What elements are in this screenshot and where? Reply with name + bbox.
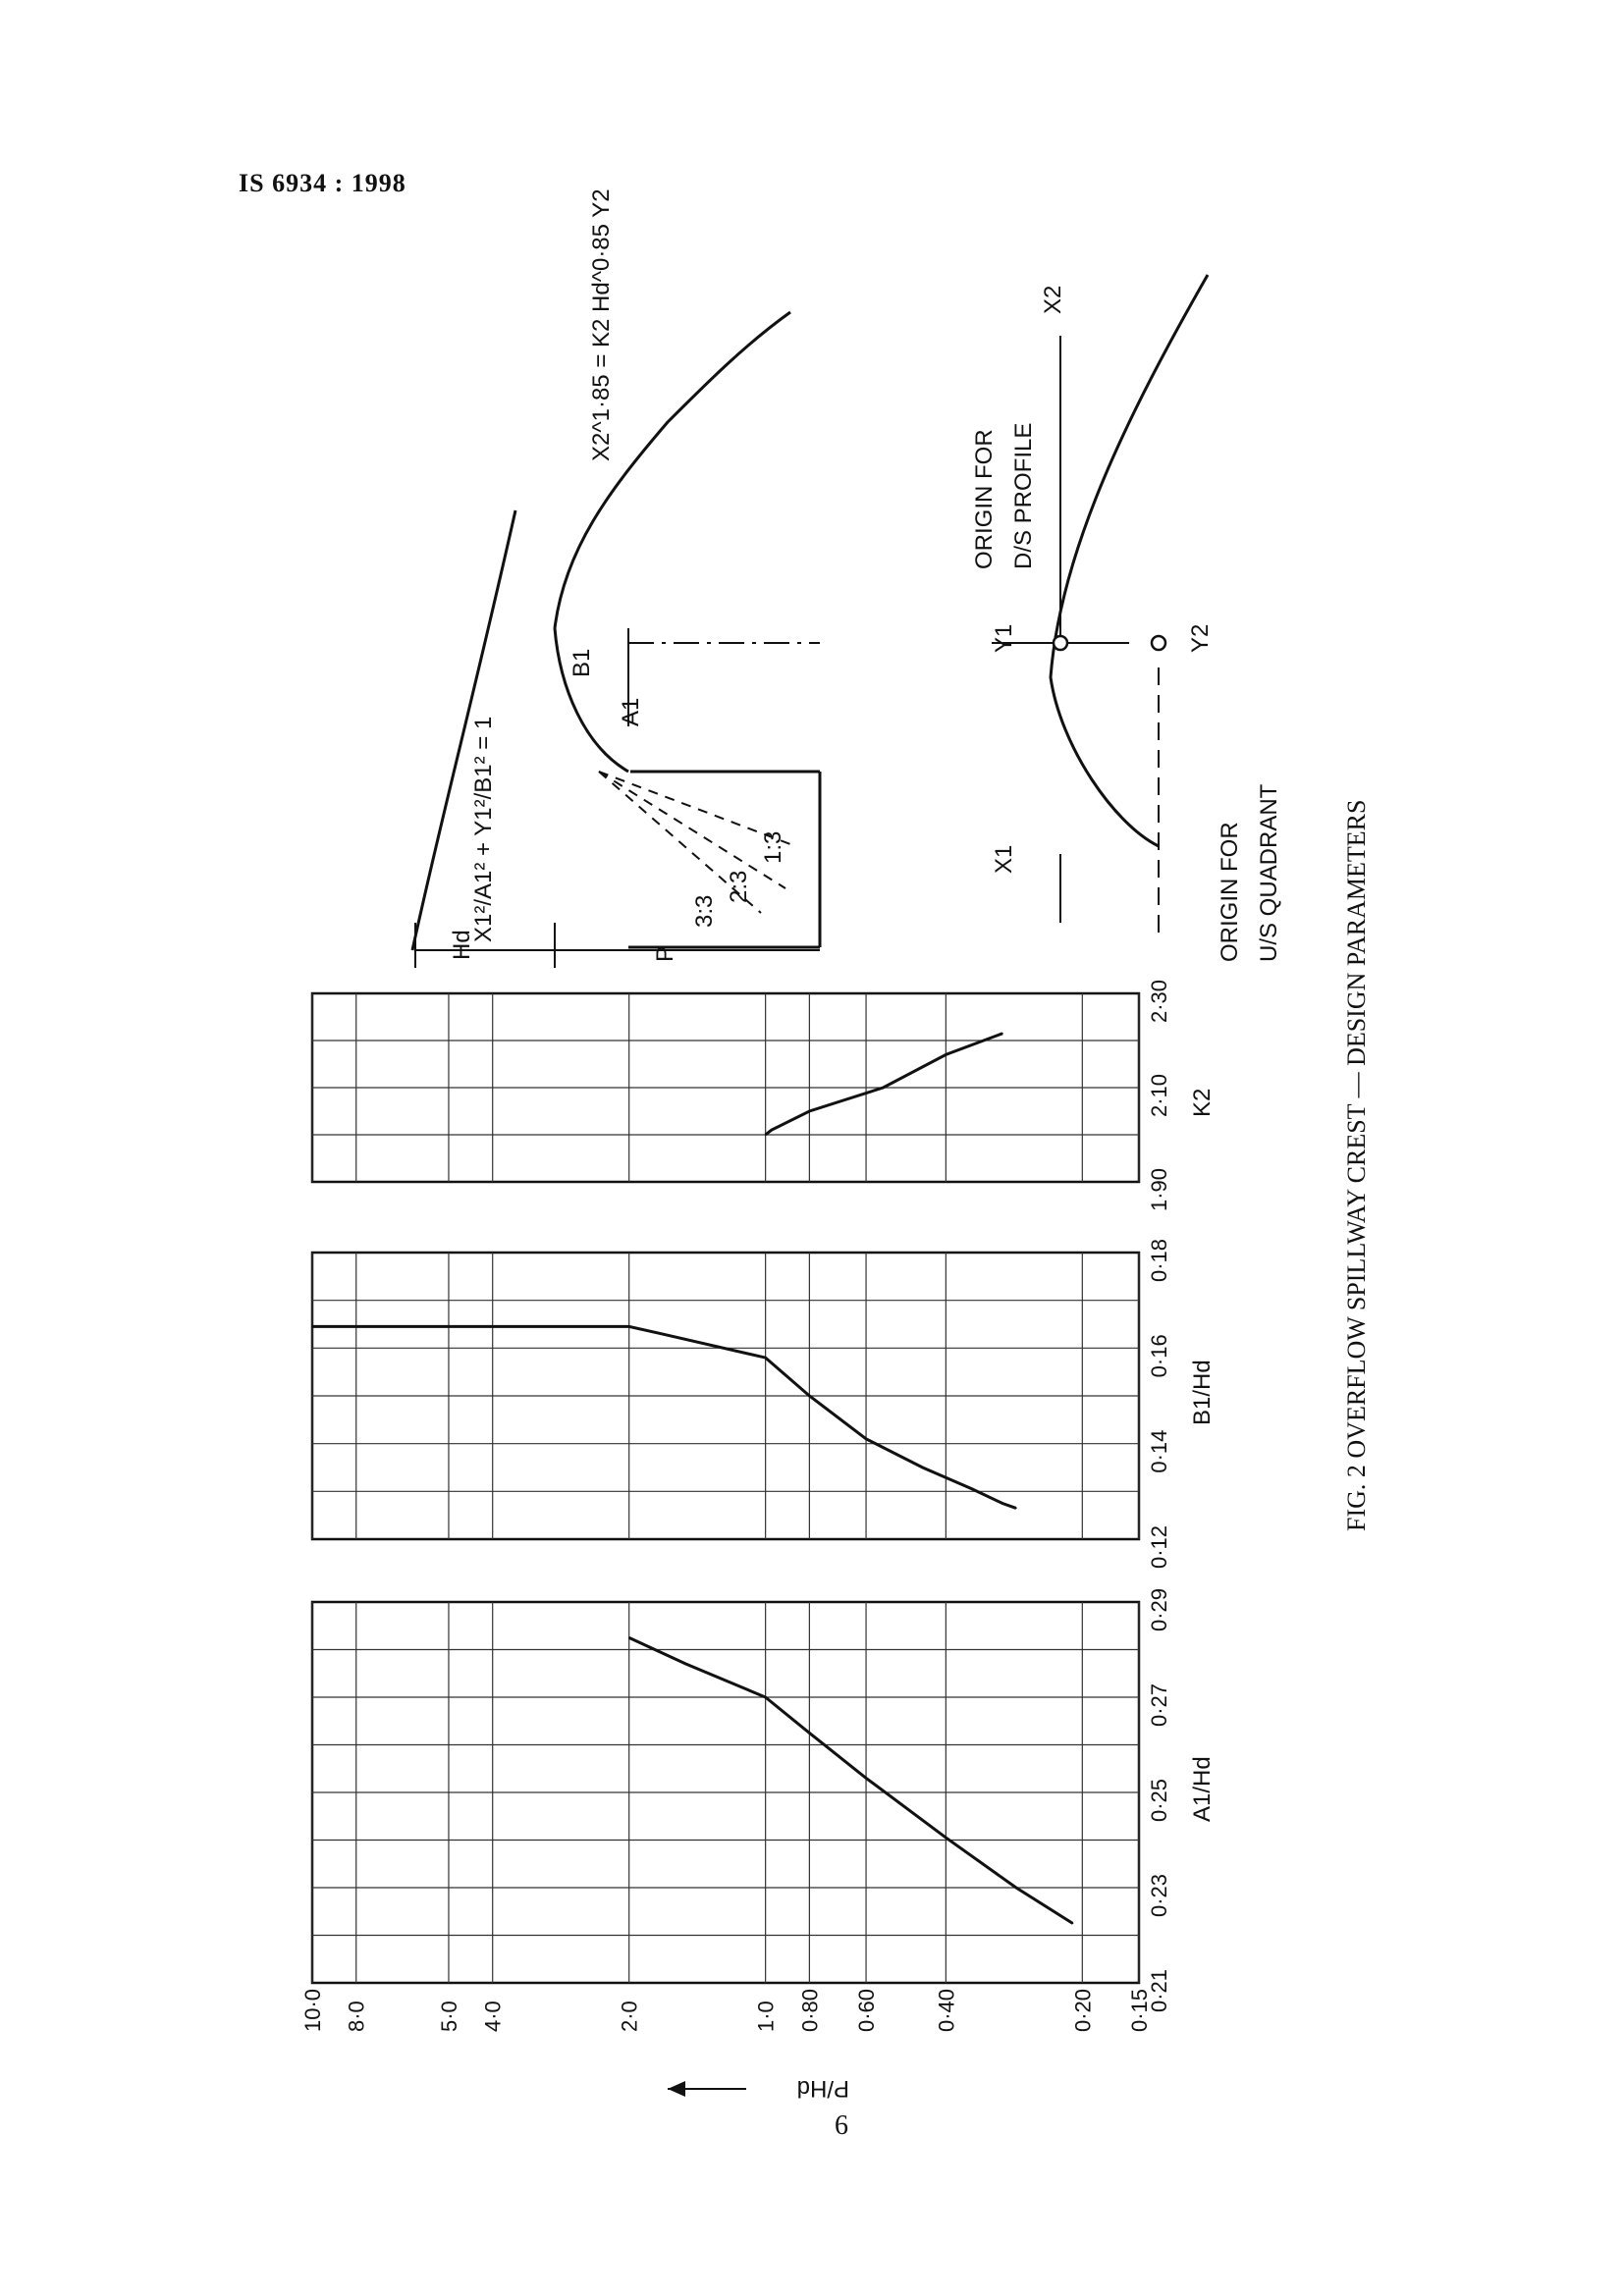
a1-xtick-3: 0·27: [1147, 1682, 1171, 1727]
p-hd-tick-5: 1·0: [753, 2001, 779, 2032]
k2-point-2: [809, 1110, 811, 1112]
a1-xtick-0: 0·21: [1147, 1968, 1171, 2012]
a1-xtick-1: 0·23: [1147, 1873, 1171, 1917]
k2-point-4: [946, 1054, 947, 1056]
slope-label-1: 1:3: [760, 830, 786, 864]
p-hd-tick-9: 0·20: [1070, 1988, 1096, 2032]
k2-point-1: [771, 1129, 773, 1131]
slope-label-2: 2:3: [726, 870, 752, 903]
b1-series-line-0: [312, 1326, 1016, 1508]
chart-k2-xlabel: K2: [1189, 1088, 1216, 1117]
water-surface-curve: [412, 510, 515, 950]
a1-point-3: [809, 1733, 811, 1735]
x1-label: X1: [991, 844, 1017, 874]
slope-line-2: [599, 772, 785, 888]
p-hd-tick-4: 2·0: [617, 2001, 642, 2032]
page-number: 6: [835, 2110, 848, 2141]
k2-point-3: [883, 1087, 885, 1089]
b1-xtick-0: 0·12: [1147, 1524, 1171, 1569]
b1-xtick-3: 0·18: [1147, 1238, 1171, 1282]
y2-label: Y2: [1187, 623, 1214, 653]
p-hd-axis-ticks: [300, 1989, 1152, 2032]
a1-xtick-4: 0·29: [1147, 1587, 1171, 1631]
b1-point-5: [809, 1395, 811, 1397]
k2-point-5: [1001, 1033, 1003, 1035]
k2-xtick-2: 2·30: [1147, 979, 1171, 1023]
a1-point-7: [1072, 1923, 1074, 1925]
a1-point-6: [1015, 1887, 1017, 1889]
origin-us-label-2: U/S QUADRANT: [1256, 783, 1282, 962]
a1-label: A1: [618, 697, 644, 726]
a1-point-0: [628, 1637, 630, 1639]
p-hd-axis-label: [668, 2075, 849, 2102]
slope-label-3: 3:3: [691, 894, 718, 928]
a1-point-1: [685, 1663, 687, 1665]
chart-b1: [311, 1239, 1216, 1569]
p-hd-label: P/Hd: [796, 2075, 849, 2102]
k2-xtick-0: 1·90: [1147, 1167, 1171, 1211]
p-hd-tick-2: 5·0: [436, 2001, 461, 2032]
y1-label: Y1: [991, 623, 1017, 653]
a1-point-4: [865, 1778, 867, 1780]
origin-ds-label-2: D/S PROFILE: [1010, 422, 1037, 569]
b1-point-0: [311, 1326, 313, 1328]
ellipse-equation: X1²/A1² + Y1²/B1² = 1: [470, 716, 497, 942]
b1-point-6: [865, 1438, 867, 1440]
b1-point-2: [628, 1326, 630, 1328]
p-hd-tick-3: 4·0: [480, 2001, 506, 2032]
a1-series-line-0: [629, 1637, 1073, 1923]
b1-xtick-2: 0·16: [1147, 1334, 1171, 1378]
a1-point-2: [765, 1696, 767, 1698]
p-hd-tick-7: 0·60: [854, 1988, 880, 2032]
hd-label: Hd: [449, 930, 475, 960]
p-label: P: [652, 945, 678, 962]
chart-a1-xlabel: A1/Hd: [1189, 1756, 1216, 1822]
crest-profile-diagram: [412, 188, 820, 968]
figure-caption: FIG. 2 OVERFLOW SPILLWAY CREST — DESIGN PARAMETERS: [1342, 799, 1371, 1531]
b1-point-9: [1001, 1503, 1003, 1505]
p-hd-tick-1: 8·0: [344, 2001, 369, 2032]
k2-series-line-0: [766, 1034, 1002, 1135]
b1-point-8: [971, 1488, 973, 1490]
p-hd-tick-0: 10·0: [300, 1988, 325, 2032]
a1-point-5: [946, 1837, 947, 1839]
origin-ds-marker: [1054, 636, 1067, 650]
k2-xtick-1: 2·10: [1147, 1073, 1171, 1117]
p-hd-tick-8: 0·40: [934, 1988, 959, 2032]
standard-header: IS 6934 : 1998: [239, 169, 406, 197]
k2-point-0: [765, 1134, 767, 1136]
origin-us-label-1: ORIGIN FOR: [1217, 822, 1243, 962]
b1-point-10: [1015, 1508, 1017, 1510]
p-hd-tick-6: 0·80: [797, 1988, 823, 2032]
p-hd-tick-10: 0·15: [1127, 1988, 1152, 2032]
b1-point-1: [492, 1326, 494, 1328]
b1-point-3: [661, 1333, 663, 1335]
b1-point-7: [922, 1467, 924, 1468]
x2-label: X2: [1040, 285, 1066, 314]
origin-profile-curve: [1051, 275, 1208, 846]
origin-diagram: [971, 275, 1282, 962]
b1-label: B1: [568, 648, 595, 677]
b1-xtick-1: 0·14: [1147, 1429, 1171, 1473]
chart-a1: [312, 1588, 1216, 2012]
a1-xtick-2: 0·25: [1147, 1778, 1171, 1822]
chart-k2: [312, 980, 1216, 1211]
chart-b1-xlabel: B1/Hd: [1189, 1360, 1216, 1425]
origin-ds-label-1: ORIGIN FOR: [971, 429, 998, 569]
origin-us-marker: [1152, 636, 1165, 650]
b1-point-4: [765, 1357, 767, 1359]
power-equation: X2^1·85 = K2 Hd^0·85 Y2: [588, 188, 615, 461]
